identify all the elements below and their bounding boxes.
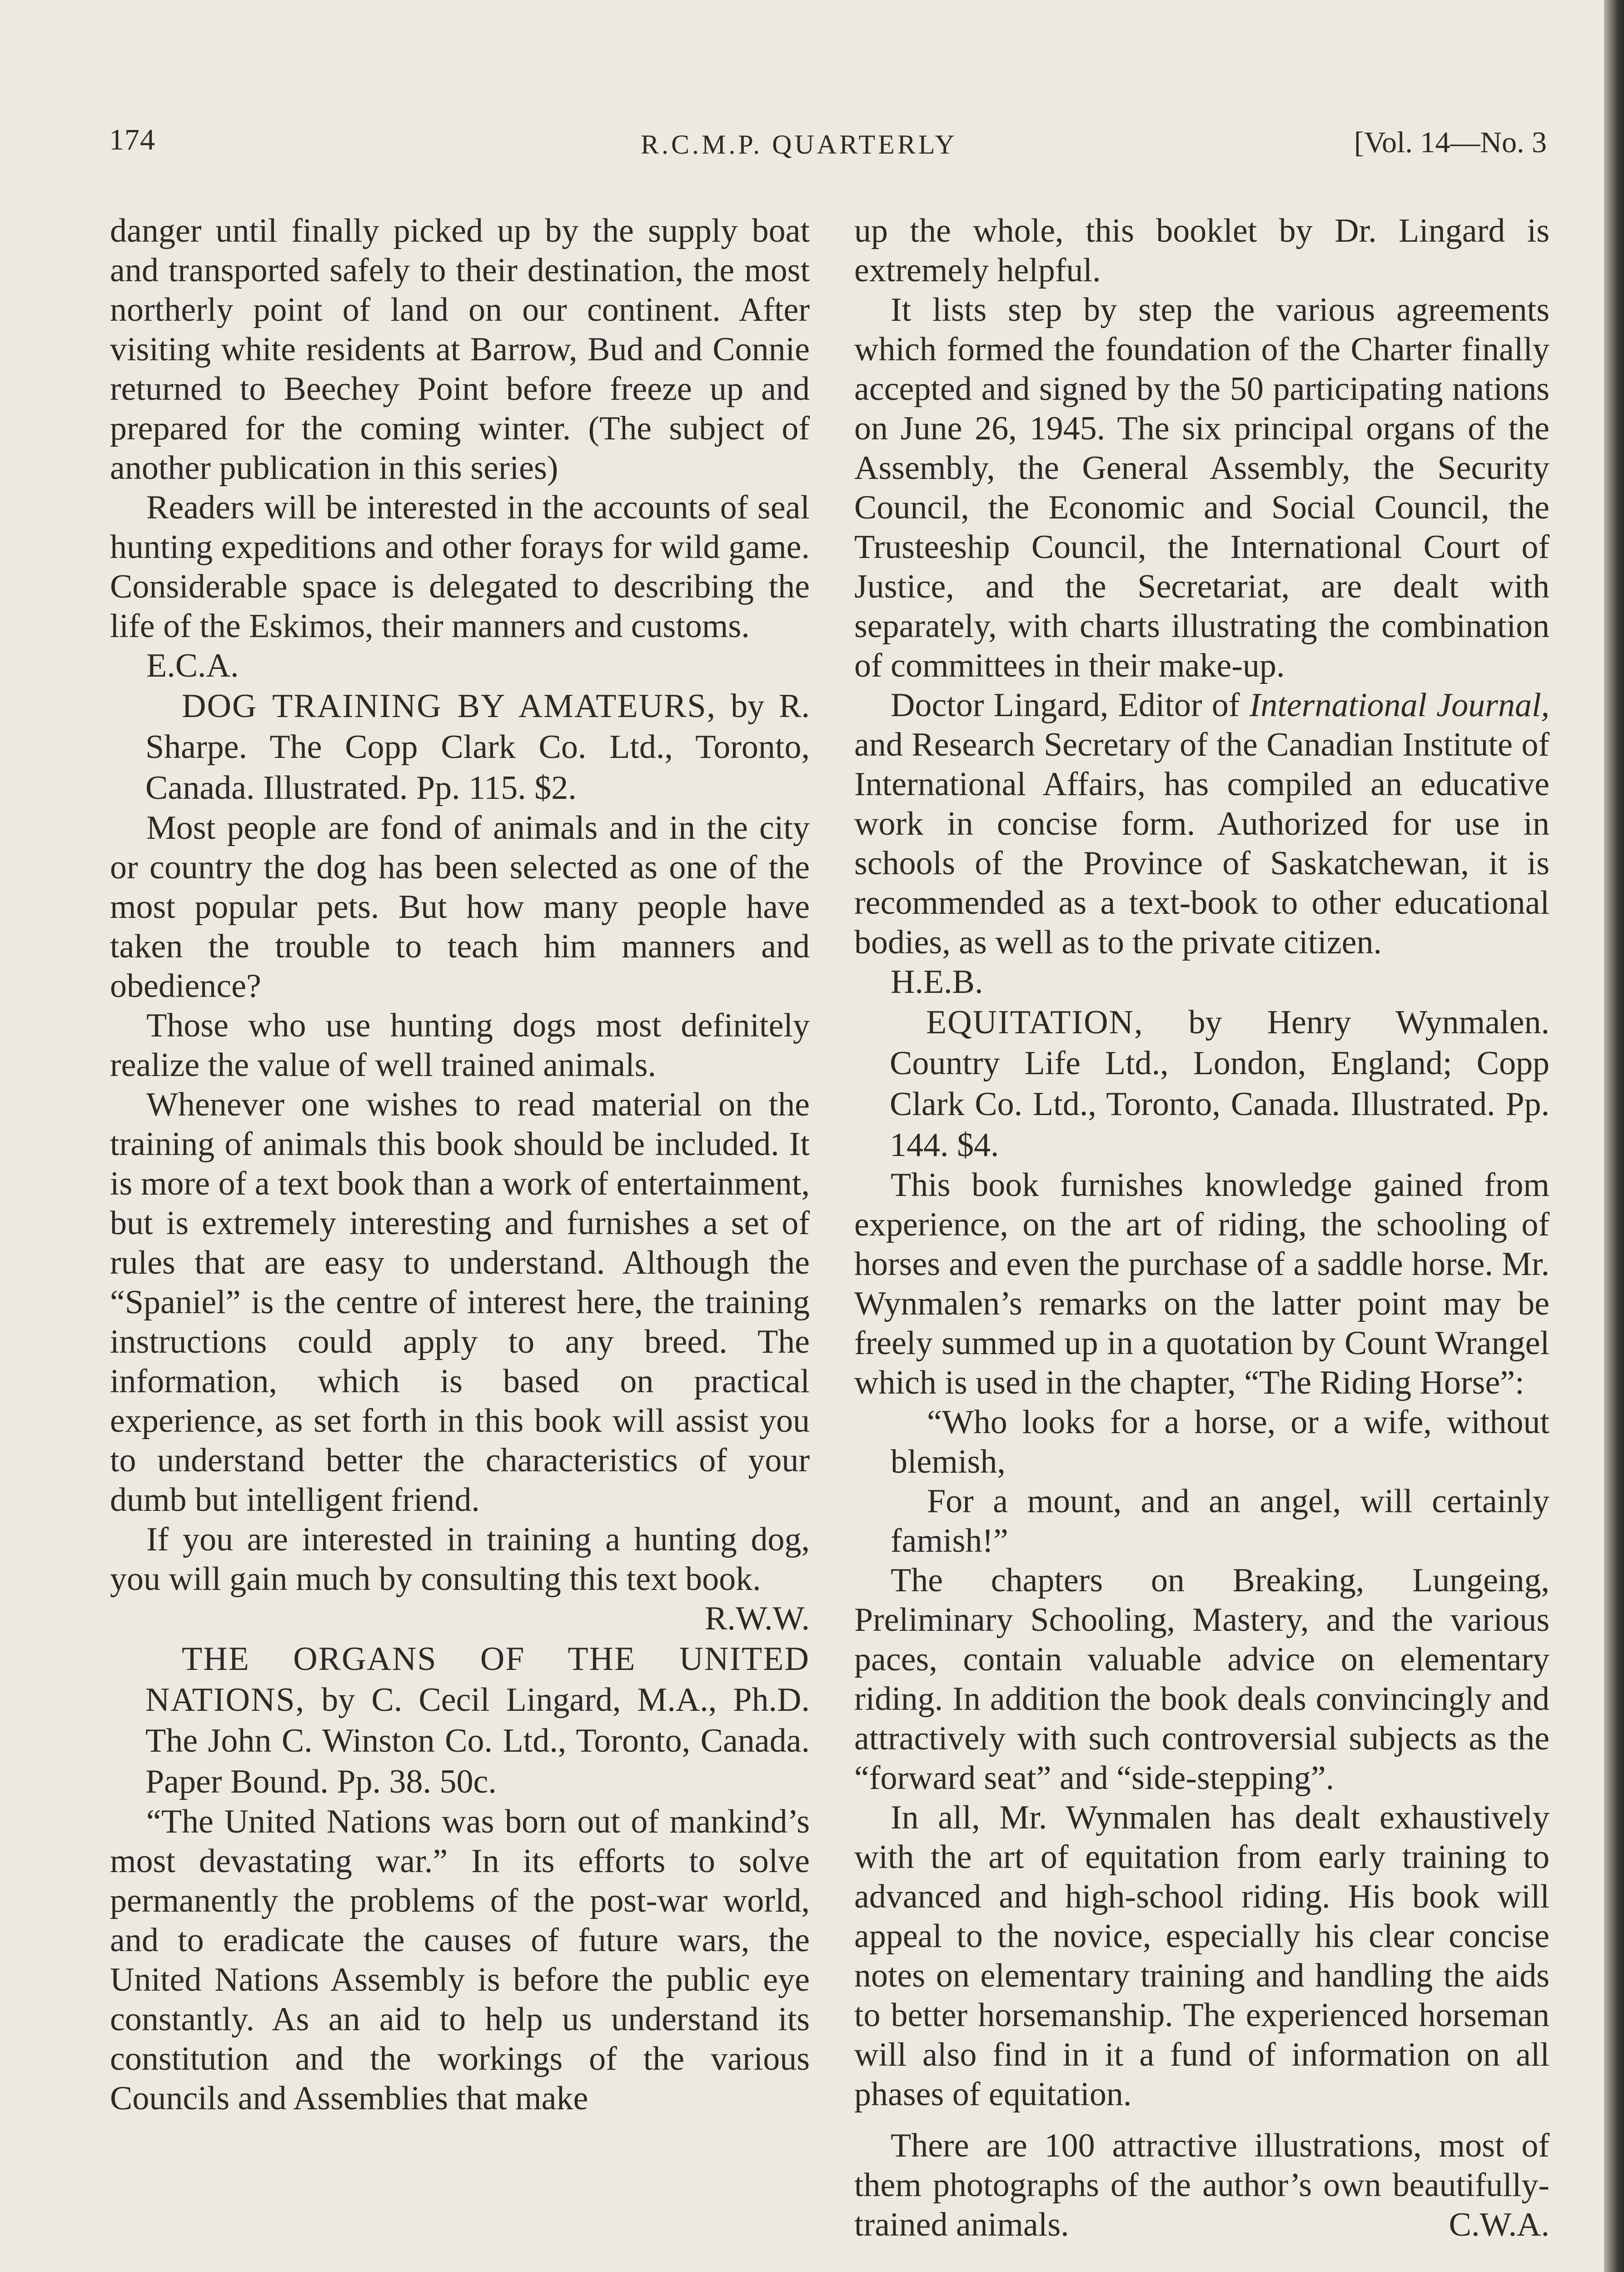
book-details: by R. Sharpe. The Copp Clark Co. Ltd., Toronto, Canada. Illustrated. Pp. 115. $2. — [145, 688, 810, 807]
paragraph-text: There are 100 attractive illustrations, most of them photographs of the author’s own beautifully-trained animals. — [854, 2127, 1549, 2243]
right-column — [854, 211, 1549, 2245]
paragraph: The chapters on Breaking, Lungeing, Preliminary Schooling, Mastery, and the various paces, contain valuable advice on elementary riding. In addition the book deals convincingly and attractively with such controversial subjects as the “forward seat” and “side-stepping”. — [854, 1562, 1549, 1797]
paragraph: danger until finally picked up by the supply boat and transported safely to their destination, the most northerly point of land on our continent. After visiting white residents at Barrow, Bud and Connie returned to Beechey Point before freeze up and prepared for the coming winter. (The subject of another publication in this series) — [110, 212, 810, 487]
quotation-line: For a mount, and an angel, will certainly famish!” — [891, 1483, 1549, 1560]
paragraph-text: If you are interested in training a hunting dog, you will gain much by consulting this text book. — [110, 1521, 810, 1598]
book-entry-equitation — [854, 1002, 1549, 1166]
paragraph-text: and Research Secretary of the Canadian Institute of International Affairs, has compiled an educative work in concise form. Authorized for use in schools of the Province of Saskatchewan, it is recommended as a text-book to other educational bodies, as well as to the private citizen. — [854, 726, 1549, 961]
paragraph — [110, 1520, 810, 1637]
binding-edge — [1604, 0, 1624, 2272]
paragraph: up the whole, this booklet by Dr. Lingard is extremely helpful. — [854, 212, 1549, 289]
book-entry-dog-training — [110, 686, 810, 808]
running-header — [0, 123, 1624, 164]
journal-name: International Journal, — [1249, 687, 1550, 724]
reviewer-initials: E.C.A. — [146, 647, 239, 684]
paragraph: “The United Nations was born out of mankind’s most devastating war.” In its efforts to solve permanently the problems of the post-war world, and to eradicate the causes of future wars, the United Nations Assembly is before the public eye constantly. As an aid to help us understand its constitution and the workings of the various Councils and Assemblies that make — [110, 1803, 810, 2117]
volume-issue: [Vol. 14—No. 3 — [1354, 126, 1547, 159]
paragraph — [854, 686, 1549, 962]
book-entry-united-nations — [110, 1639, 810, 1802]
paragraph: Readers will be interested in the accounts of seal hunting expeditions and other forays for wild game. Considerable space is delegated to describing the life of the Eskimos, their manners and customs. — [110, 489, 810, 645]
reviewer-initials: H.E.B. — [891, 963, 983, 1001]
quotation-line: “Who looks for a horse, or a wife, without blemish, — [891, 1404, 1549, 1480]
book-details: by Henry Wynmalen. Country Life Ltd., London, England; Copp Clark Co. Ltd., Toronto, Canada. Illustrated. Pp. 144. $4. — [890, 1004, 1549, 1164]
book-details: by C. Cecil Lingard, M.A., Ph.D. The John C. Winston Co. Ltd., Toronto, Canada. Paper Bound. Pp. 38. 50c. — [145, 1681, 810, 1800]
paragraph: This book furnishes knowledge gained from experience, on the art of riding, the schooling of horses and even the purchase of a saddle horse. Mr. Wynmalen’s remarks on the latter point may be freely summed up in a quotation by Count Wrangel which is used in the chapter, “The Riding Horse”: — [854, 1166, 1549, 1401]
page-number: 174 — [109, 123, 155, 156]
paragraph: It lists step by step the various agreements which formed the foundation of the Charter finally accepted and signed by the 50 participating nations on June 26, 1945. The six principal organs of the Assembly, the General Assembly, the Security Council, the Economic and Social Council, the Trusteeship Council, the International Court of Justice, and the Secretariat, are dealt with separately, with charts illustrating the combination of committees in their make-up. — [854, 291, 1549, 684]
paragraph: Those who use hunting dogs most definitely realize the value of well trained animals. — [110, 1007, 810, 1084]
reviewer-initials: R.W.W. — [705, 1600, 810, 1637]
left-column — [110, 211, 810, 2118]
paragraph-text: Doctor Lingard, Editor of — [891, 687, 1250, 724]
book-title: DOG TRAINING BY AMATEURS, — [182, 688, 717, 725]
paragraph — [854, 2126, 1549, 2245]
book-title: EQUITATION, — [926, 1004, 1144, 1041]
journal-title: R.C.M.P. QUARTERLY — [641, 130, 957, 159]
book-title: THE ORGANS OF THE UNITED NATIONS, — [145, 1640, 810, 1719]
paragraph: Most people are fond of animals and in the city or country the dog has been selected as one of the most popular pets. But how many people have taken the trouble to teach him manners and obedience? — [110, 809, 810, 1005]
paragraph: In all, Mr. Wynmalen has dealt exhaustively with the art of equitation from early training to advanced and high-school riding. His book will appeal to the novice, especially his clear concise notes on elementary training and handling the aids to better horsemanship. The experienced horseman will also find in it a fund of information on all phases of equitation. — [854, 1799, 1549, 2113]
paragraph: Whenever one wishes to read material on the training of animals this book should be included. It is more of a text book than a work of entertainment, but is extremely interesting and furnishes a set of rules that are easy to understand. Although the “Spaniel” is the centre of interest here, the training instructions could apply to any breed. The information, which is based on practical experience, as set forth in this book will assist you to understand better the characteristics of your dumb but intelligent friend. — [110, 1086, 810, 1519]
reviewer-initials: C.W.A. — [1449, 2206, 1549, 2243]
